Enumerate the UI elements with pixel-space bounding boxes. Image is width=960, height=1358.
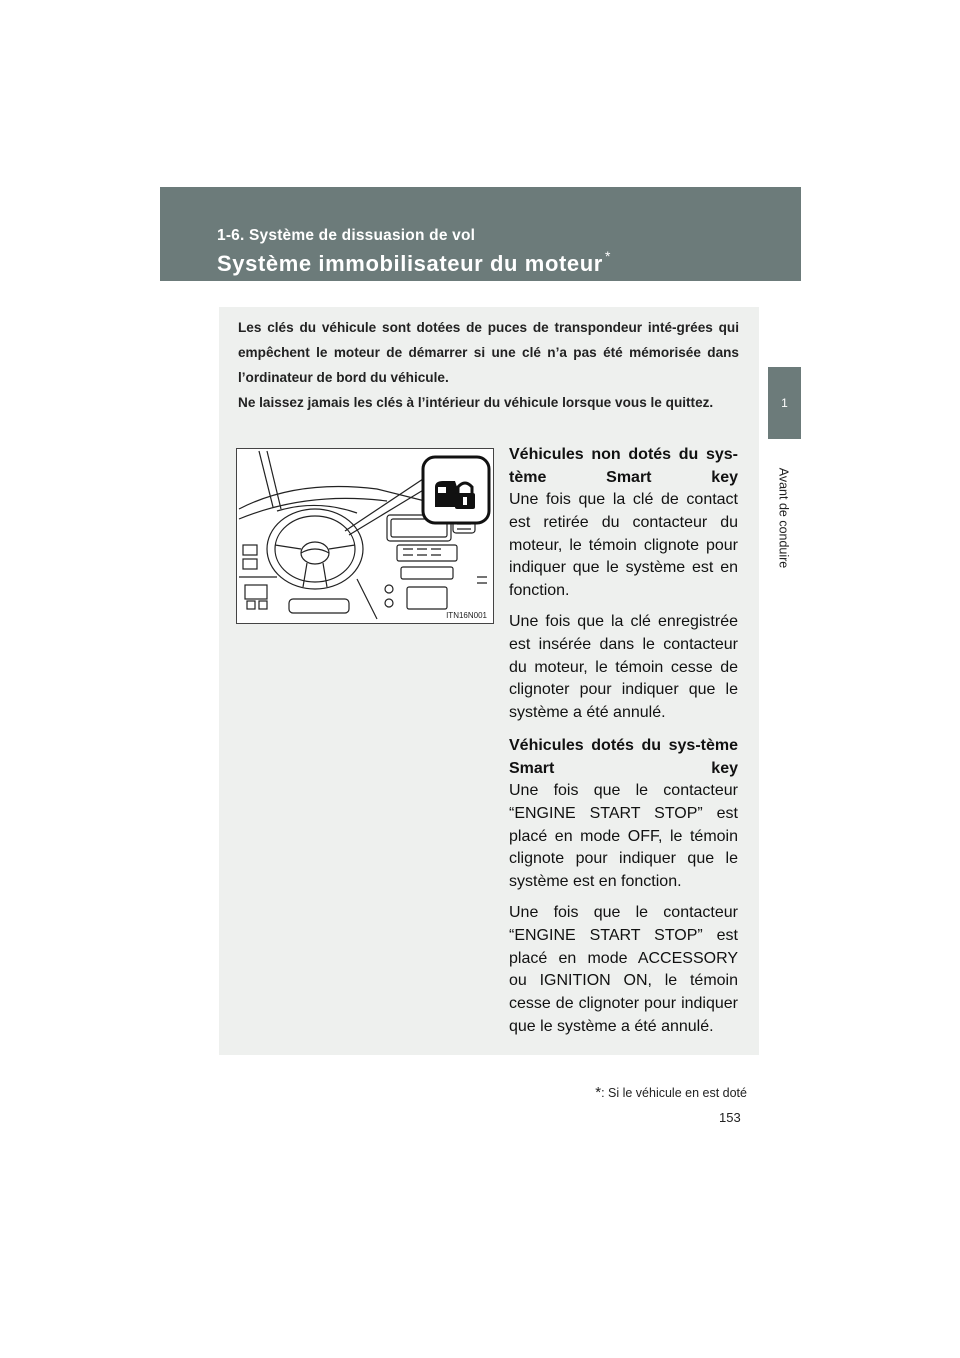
dashboard-drawing <box>237 449 493 623</box>
paragraph-smart-key-1: Une fois que le contacteur “ENGINE START STOP” est placé en mode OFF, le témoin clignote pour indiquer que le système est en fonction. <box>509 782 738 891</box>
intro-paragraph-2: Ne laissez jamais les clés à l’intérieur du véhicule lorsque vous le quittez. <box>238 395 714 410</box>
chapter-label <box>763 455 803 580</box>
intro-text <box>238 315 739 415</box>
heading-no-smart-key: Véhicules non dotés du sys-tème Smart key <box>509 446 738 486</box>
page-title-text: Système immobilisateur du moteur <box>217 251 603 276</box>
paragraph-smart-key-2-wrap <box>509 902 738 1039</box>
page-number: 153 <box>719 1110 741 1125</box>
chapter-tab[interactable] <box>768 367 801 439</box>
paragraph-smart-key-2: Une fois que le contacteur “ENGINE START STOP” est placé en mode ACCESSORY ou IGNITION ON, le témoin cesse de clignoter pour indiquer que le système a été annulé. <box>509 904 738 1035</box>
chapter-label-text: Avant de conduire <box>776 467 791 568</box>
footnote <box>595 1084 747 1101</box>
dashboard-illustration <box>236 448 494 624</box>
footnote-text: : Si le véhicule en est doté <box>601 1086 747 1100</box>
section-label: 1-6. Système de dissuasion de vol <box>217 227 476 244</box>
lock-indicator-icon <box>435 481 475 509</box>
paragraph-no-smart-key-1: Une fois que la clé de contact est retirée du contacteur du moteur, le témoin clignote pour indiquer que le système est en fonction. <box>509 491 738 600</box>
section-no-smart-key <box>509 444 738 490</box>
intro-paragraph-1: Les clés du véhicule sont dotées de puces de transpondeur inté-grées qui empêchent le moteur de démarrer si une clé n’a pas été mémorisée dans l’ordinateur de bord du véhicule. <box>238 320 739 385</box>
heading-smart-key: Véhicules dotés du sys-tème Smart key <box>509 737 738 777</box>
paragraph-no-smart-key-2-wrap <box>509 611 738 725</box>
footnote-asterisk: * <box>595 1084 602 1101</box>
page-title <box>217 248 612 277</box>
paragraph-no-smart-key-1-wrap <box>509 489 738 603</box>
illustration-code: ITN16N001 <box>446 611 487 620</box>
paragraph-smart-key-1-wrap <box>509 780 738 894</box>
section-smart-key <box>509 735 738 781</box>
title-asterisk: * <box>604 248 612 264</box>
paragraph-no-smart-key-2: Une fois que la clé enregistrée est insérée dans le contacteur du moteur, le témoin cesse de clignoter pour indiquer que le système a été annulé. <box>509 613 738 722</box>
chapter-number: 1 <box>781 396 788 410</box>
